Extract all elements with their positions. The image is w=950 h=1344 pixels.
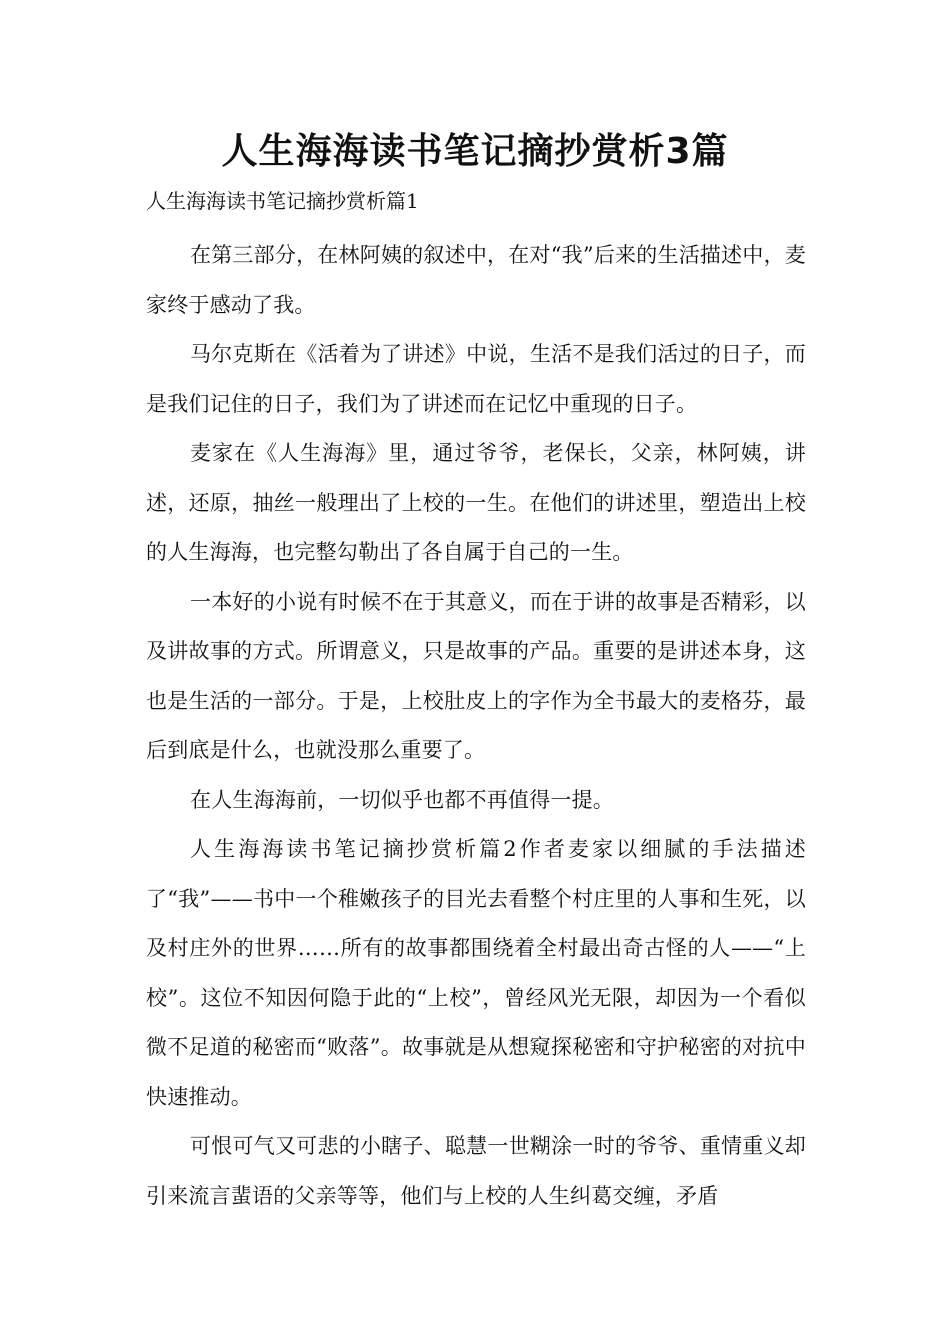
paragraph: 在人生海海前，一切似乎也都不再值得一提。: [190, 787, 614, 812]
paragraph: 马尔克斯在《活着为了讲述》中说，生活不是我们活过的日子，而是我们记住的日子，我们为了讲述而在记忆中重现的日子。: [146, 342, 806, 416]
paragraph: 一本好的小说有时候不在于其意义，而在于讲的故事是否精彩，以及讲故事的方式。所谓意义，只是故事的产品。重要的是讲述本身，这也是生活的一部分。于是，上校肚皮上的字作为全书最大的麦格芬，最后到底是什么，也就没那么重要了。: [146, 589, 806, 762]
paragraph: 可恨可气又可悲的小瞎子、聪慧一世糊涂一时的爷爷、重情重义却引来流言蜚语的父亲等等，他们与上校的人生纠葛交缠，矛盾: [146, 1134, 806, 1208]
paragraph: 在第三部分，在林阿姨的叙述中，在对“我”后来的生活描述中，麦家终于感动了我。: [146, 243, 806, 317]
paragraph: 人生海海读书笔记摘抄赏析篇2作者麦家以细腻的手法描述了“我”——书中一个稚嫩孩子的目光去看整个村庄里的人事和生死，以及村庄外的世界……所有的故事都围绕着全村最出奇古怪的人——“上校”。这位不知因何隐于此的“上校”，曾经风光无限，却因为一个看似微不足道的秘密而“败落”。故事就是从想窥探秘密和守护秘密的对抗中快速推动。: [146, 837, 806, 1109]
paragraph: 麦家在《人生海海》里，通过爷爷，老保长，父亲，林阿姨，讲述，还原，抽丝一般理出了上校的一生。在他们的讲述里，塑造出上校的人生海海，也完整勾勒出了各自属于自己的一生。: [146, 441, 806, 564]
document-title: 人生海海读书笔记摘抄赏析3篇: [221, 131, 729, 172]
section-heading: 人生海海读书笔记摘抄赏析篇1: [146, 189, 419, 213]
document-body: [146, 231, 806, 1221]
